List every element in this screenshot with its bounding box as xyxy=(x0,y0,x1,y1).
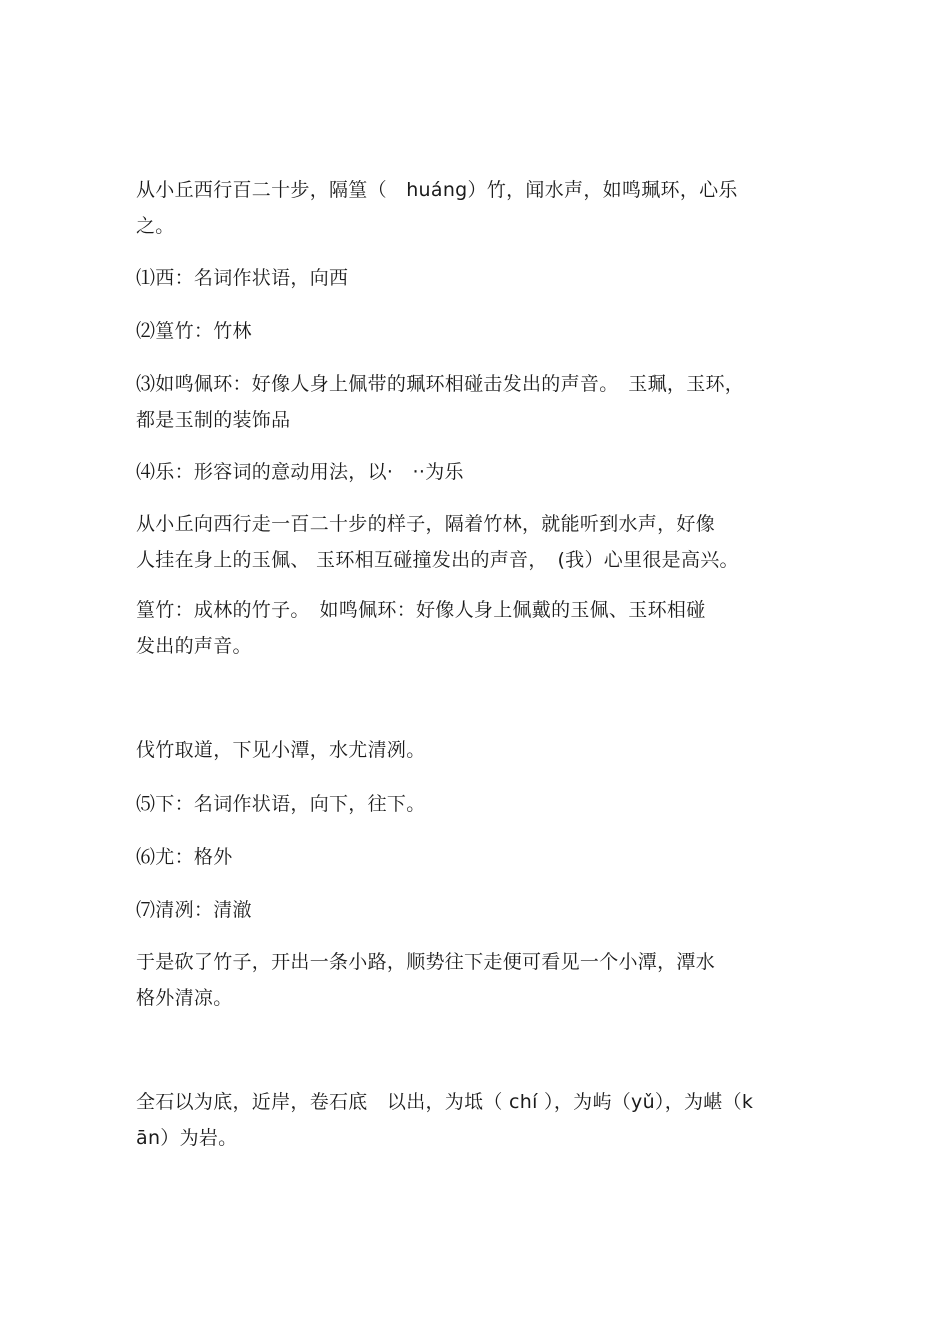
original-text-passage-3: 全石以为底，近岸，卷石底 以出，为坻（ chí ），为屿（yǔ），为嵁（k ān）为岩。 xyxy=(136,1091,754,1149)
original-text-passage-2: 伐竹取道，下见小潭，水尤清冽。 xyxy=(136,739,426,761)
annotation-huangzhu: ⑵篁竹：竹林 xyxy=(136,320,252,342)
annotation-qinglie: ⑺清冽：清澈 xyxy=(136,899,252,921)
annotation-xia: ⑸下：名词作状语，向下，往下。 xyxy=(136,793,426,815)
annotation-you: ⑹尤：格外 xyxy=(136,846,233,868)
annotation-rumingpeihuan: ⑶如鸣佩环：好像人身上佩带的珮环相碰击发出的声音。 玉珮，玉环， 都是玉制的装饰品 xyxy=(136,373,745,431)
original-text-passage-1: 从小丘西行百二十步，隔篁（ huáng）竹，闻水声，如鸣珮环，心乐 之。 xyxy=(136,179,738,237)
translation-passage-1: 从小丘向西行走一百二十步的样子，隔着竹林，就能听到水声，好像 人挂在身上的玉佩、 玉环相互碰撞发出的声音， (我）心里很是高兴。 xyxy=(136,513,739,571)
vocab-note-passage-1: 篁竹：成林的竹子。 如鸣佩环：好像人身上佩戴的玉佩、玉环相碰 发出的声音。 xyxy=(136,599,706,657)
annotation-xi: ⑴西：名词作状语，向西 xyxy=(136,267,349,289)
translation-passage-2: 于是砍了竹子，开出一条小路，顺势往下走便可看见一个小潭，潭水 格外清凉。 xyxy=(136,951,716,1009)
annotation-le: ⑷乐：形容词的意动用法，以· ··为乐 xyxy=(136,461,464,483)
